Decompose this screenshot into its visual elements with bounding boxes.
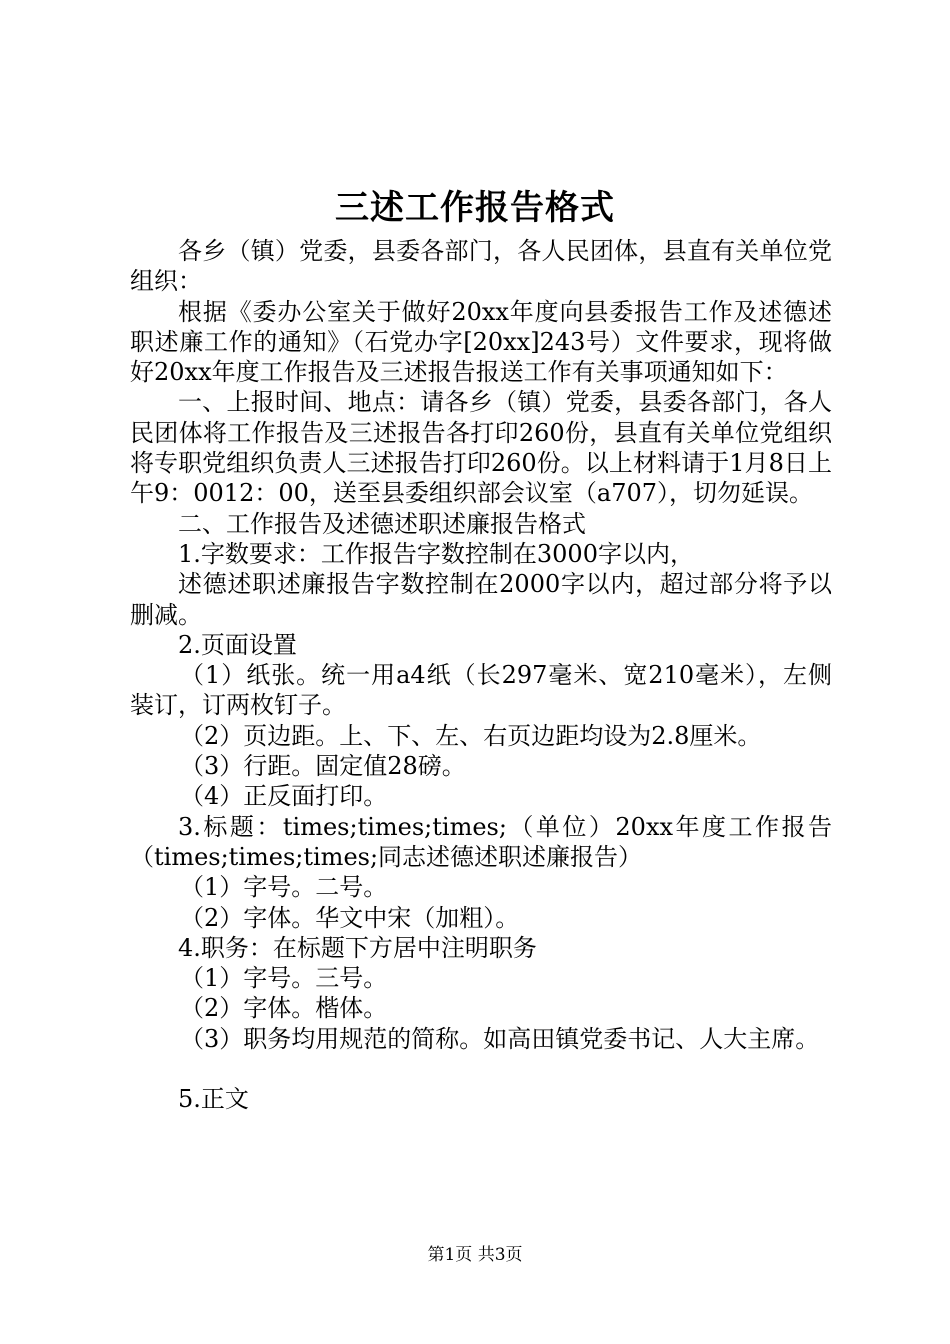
paragraph-item-2: 2.页面设置 [178,630,297,659]
paragraph-intro: 根据《委办公室关于做好20xx年度向县委报告工作及述德述职述廉工作的通知》（石党办字[20xx]243号）文件要求，现将做好20xx年度工作报告及三述报告报送工作有关事项通知如下： [130,297,832,387]
paragraph-item-1: 1.字数要求：工作报告字数控制在3000字以内， [178,539,694,568]
paragraph-section-2-heading: 二、工作报告及述德述职述廉报告格式 [178,509,586,538]
paragraph-item-2-1: （1）纸张。统一用a4纸（长297毫米、宽210毫米），左侧装订，订两枚钉子。 [130,661,832,720]
paragraph-item-4-2: （2）字体。楷体。 [180,994,388,1023]
paragraph-item-3: 3.标题：times;times;times;（单位）20xx年度工作报告（times;times;times;同志述德述职述廉报告） [130,812,832,871]
paragraph-spacer [130,1054,832,1084]
paragraph-salutation: 各乡（镇）党委，县委各部门，各人民团体，县直有关单位党组织： [130,237,832,296]
paragraph-item-3-1: （1）字号。二号。 [180,873,388,902]
paragraph-item-3-2: （2）字体。华文中宋（加粗）。 [180,903,520,932]
paragraph-item-4-3: （3）职务均用规范的简称。如高田镇党委书记、人大主席。 [180,1024,820,1053]
document-title: 三述工作报告格式 [335,188,615,228]
paragraph-item-1-continued: 述德述职述廉报告字数控制在2000字以内，超过部分将予以删减。 [130,570,832,629]
paragraph-item-2-2: （2）页边距。上、下、左、右页边距均设为2.8厘米。 [180,721,762,750]
paragraph-item-4-1: （1）字号。三号。 [180,964,388,993]
paragraph-item-2-3: （3）行距。固定值28磅。 [180,752,466,781]
document-body [130,236,832,1114]
paragraph-item-4: 4.职务：在标题下方居中注明职务 [178,933,537,962]
paragraph-item-5: 5.正文 [178,1085,249,1114]
paragraph-item-2-4: （4）正反面打印。 [180,782,388,811]
page-footer: 第1页 共3页 [427,1245,523,1265]
paragraph-section-1: 一、上报时间、地点：请各乡（镇）党委，县委各部门，各人民团体将工作报告及三述报告各打印260份，县直有关单位党组织将专职党组织负责人三述报告打印260份。以上材料请于1月8日上午9：0012：00，送至县委组织部会议室（a707），切勿延误。 [130,388,832,508]
